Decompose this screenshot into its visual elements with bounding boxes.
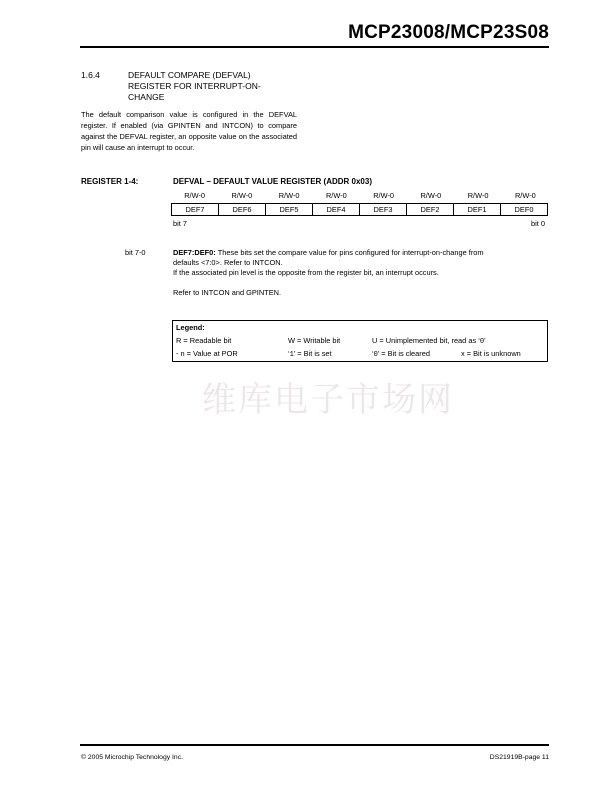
bit-access: R/W-0 [184,191,206,200]
bit-field-row [171,203,548,216]
legend-writable: W = Writable bit [288,336,341,345]
legend-unimplemented: U = Unimplemented bit, read as ‘0’ [372,336,486,346]
bit-access: R/W-0 [373,191,395,200]
register-title: DEFVAL – DEFAULT VALUE REGISTER (ADDR 0x03) [173,177,372,186]
bit-field: DEF1 [454,204,501,215]
bit-access: R/W-0 [420,191,442,200]
header-rule [80,46,549,48]
section-paragraph: The default comparison value is configured in the DEFVAL register. If enabled (via GPINTEN and INTCON) to compare against the DEFVAL register, an opposite value on the associated pin will cause an interrupt to occur. [81,110,297,152]
bit-access-row [171,191,549,200]
section-title-line: REGISTER FOR INTERRUPT-ON- [128,81,261,91]
bit-name: DEF7:DEF0: [173,248,216,257]
bit-access: R/W-0 [278,191,300,200]
bit-field: DEF3 [360,204,407,215]
bit-low-label: bit 0 [531,219,545,228]
document-title: MCP23008/MCP23S08 [348,22,549,43]
bit-access: R/W-0 [231,191,253,200]
footer-page-number: DS21919B-page 11 [489,754,549,761]
description-line: If the associated pin level is the opposite from the register bit, an interrupt occurs. [173,268,439,277]
watermark: 维库电子市场网 [202,380,454,420]
bit-description [173,248,551,298]
bit-field: DEF0 [514,205,534,214]
legend-readable: R = Readable bit [176,336,232,345]
footer-rule [80,744,549,746]
legend-cleared: ‘0’ = Bit is cleared [372,349,430,359]
description-line: These bits set the compare value for pins configured for interrupt-on-change from [217,248,484,257]
bit-field: DEF6 [219,204,266,215]
section-title-line: CHANGE [128,92,165,102]
legend-box [172,320,548,362]
description-line: Refer to INTCON and GPINTEN. [173,288,282,297]
register-label: REGISTER 1-4: [81,177,139,186]
bit-field: DEF2 [407,204,454,215]
bit-field: DEF7 [172,204,219,215]
bit-field: DEF4 [313,204,360,215]
legend-unknown: x = Bit is unknown [461,349,521,358]
bit-access: R/W-0 [467,191,489,200]
section-title-line: DEFAULT COMPARE (DEFVAL) [128,70,251,80]
legend-por: - n = Value at POR [176,349,238,358]
bit-high-label: bit 7 [173,219,187,228]
legend-set: ‘1’ = Bit is set [288,349,332,359]
section-title [128,70,298,103]
bit-range-label: bit 7-0 [125,248,146,257]
bit-access: R/W-0 [325,191,347,200]
footer-copyright: © 2005 Microchip Technology Inc. [81,754,183,761]
legend-title: Legend: [176,323,205,332]
bit-access: R/W-0 [514,191,536,200]
description-line: defaults <7:0>. Refer to INTCON. [173,258,283,267]
section-number: 1.6.4 [81,70,100,80]
bit-field: DEF5 [266,204,313,215]
